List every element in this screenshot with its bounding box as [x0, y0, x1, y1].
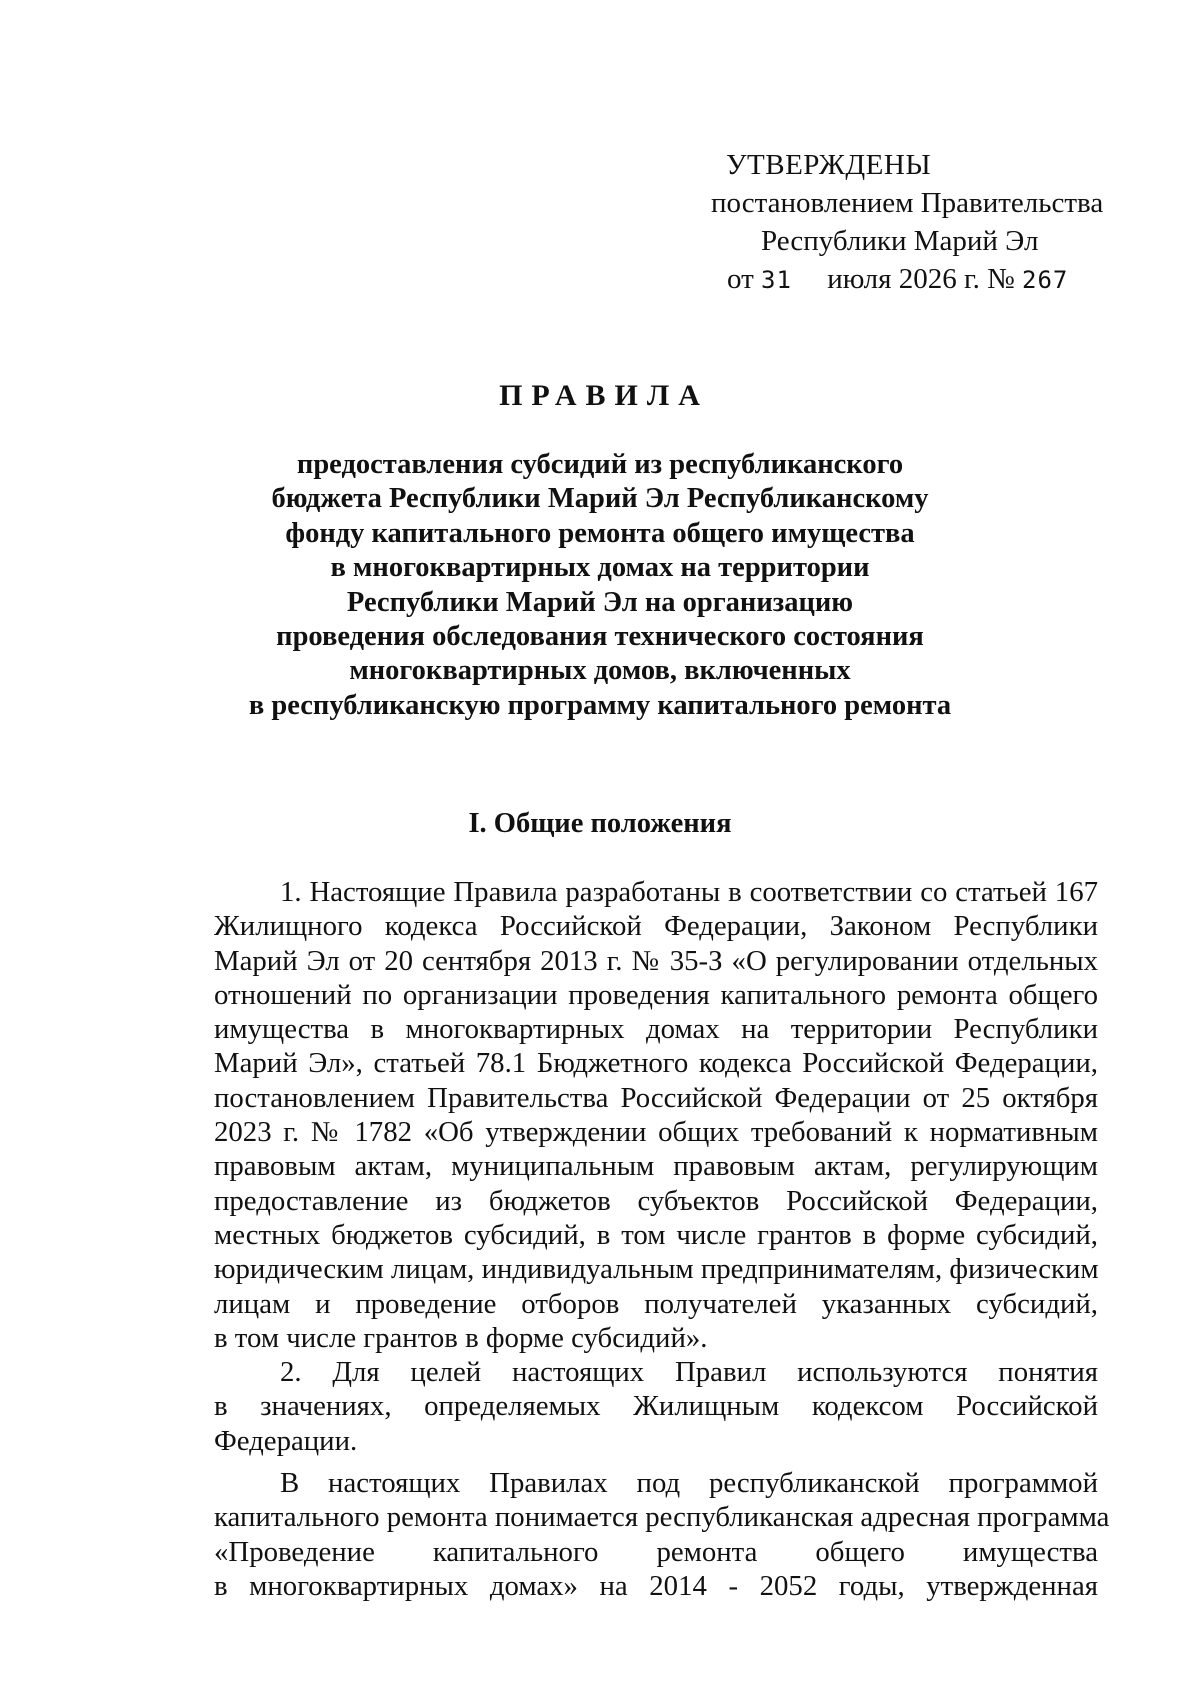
date-month-year: июля 2026 г. № — [827, 263, 1015, 295]
paragraph-3-line: капитального ремонта понимается республиканская адресная программа — [214, 1501, 1110, 1534]
document-number: 267 — [1022, 266, 1069, 294]
subtitle-line: многоквартирных домов, включенных — [349, 655, 851, 687]
paragraph-3-line: «Проведение капитального ремонта общего имущества — [214, 1535, 1098, 1568]
paragraph-1-line: юридическим лицам, индивидуальным предпринимателям, физическим — [214, 1253, 1099, 1286]
paragraph-1-line: местных бюджетов субсидий, в том числе грантов в форме субсидий, — [214, 1218, 1098, 1251]
approval-issuer-line: постановлением Правительства — [711, 187, 1104, 219]
subtitle-line: Республики Марий Эл на организацию — [346, 586, 854, 618]
paragraph-1-line: Марий Эл от 20 сентября 2013 г. № 35-З «О регулировании отдельных — [214, 944, 1098, 977]
subtitle-line: в многоквартирных домах на территории — [330, 552, 870, 584]
paragraph-1-line: отношений по организации проведения капитального ремонта общего — [214, 978, 1098, 1011]
paragraph-1-line: предоставление из бюджетов субъектов Российской Федерации, — [214, 1184, 1098, 1217]
document-title: ПРАВИЛА — [499, 379, 709, 412]
approval-block — [630, 146, 1130, 299]
subtitle-line: бюджета Республики Марий Эл Республиканскому — [271, 483, 929, 515]
paragraph-1-line: Жилищного кодекса Российской Федерации, Законом Республики — [214, 910, 1098, 943]
paragraph-1-line: Марий Эл», статьей 78.1 Бюджетного кодекса Российской Федерации, — [214, 1047, 1098, 1080]
paragraph-3-line: в многоквартирных домах» на 2014 - 2052 годы, утвержденная — [214, 1569, 1098, 1602]
subtitle-line: предоставления субсидий из республиканского — [296, 449, 904, 480]
approval-date-line — [727, 260, 1130, 299]
paragraph-2-line: 2. Для целей настоящих Правил используются понятия — [280, 1356, 1098, 1389]
paragraph-1-line: правовым актам, муниципальным правовым актам, регулирующим — [214, 1150, 1098, 1183]
subtitle-line: фонду капитального ремонта общего имущества — [285, 517, 915, 549]
section-heading: I. Общие положения — [468, 808, 732, 839]
paragraph-1-line: 2023 г. № 1782 «Об утверждении общих требований к нормативным — [214, 1116, 1098, 1149]
paragraph-1-line: 1. Настоящие Правила разработаны в соответствии со статьей 167 — [280, 876, 1098, 908]
paragraph-1-line: в том числе грантов в форме субсидий». — [214, 1321, 708, 1354]
date-day: 31 — [761, 266, 792, 294]
paragraph-1-line: лицам и проведение отборов получателей указанных субсидий, — [214, 1287, 1098, 1320]
subtitle-line: проведения обследования технического состояния — [276, 621, 924, 653]
paragraph-3-line: В настоящих Правилах под республиканской программой — [280, 1467, 1098, 1500]
paragraph-2-line: в значениях, определяемых Жилищным кодексом Российской — [214, 1390, 1098, 1423]
document-subtitle — [200, 448, 1000, 723]
approval-heading: УТВЕРЖДЕНЫ — [726, 149, 932, 181]
document-body — [214, 875, 1110, 1603]
paragraph-1-line: постановлением Правительства Российской Федерации от 25 октября — [214, 1081, 1098, 1114]
paragraph-1-line: имущества в многоквартирных домах на территории Республики — [214, 1013, 1098, 1046]
subtitle-line: в республиканскую программу капитального ремонта — [248, 689, 952, 721]
date-prefix: от — [727, 263, 754, 295]
approval-region-line: Республики Марий Эл — [761, 225, 1039, 257]
paragraph-2-line: Федерации. — [214, 1424, 358, 1457]
